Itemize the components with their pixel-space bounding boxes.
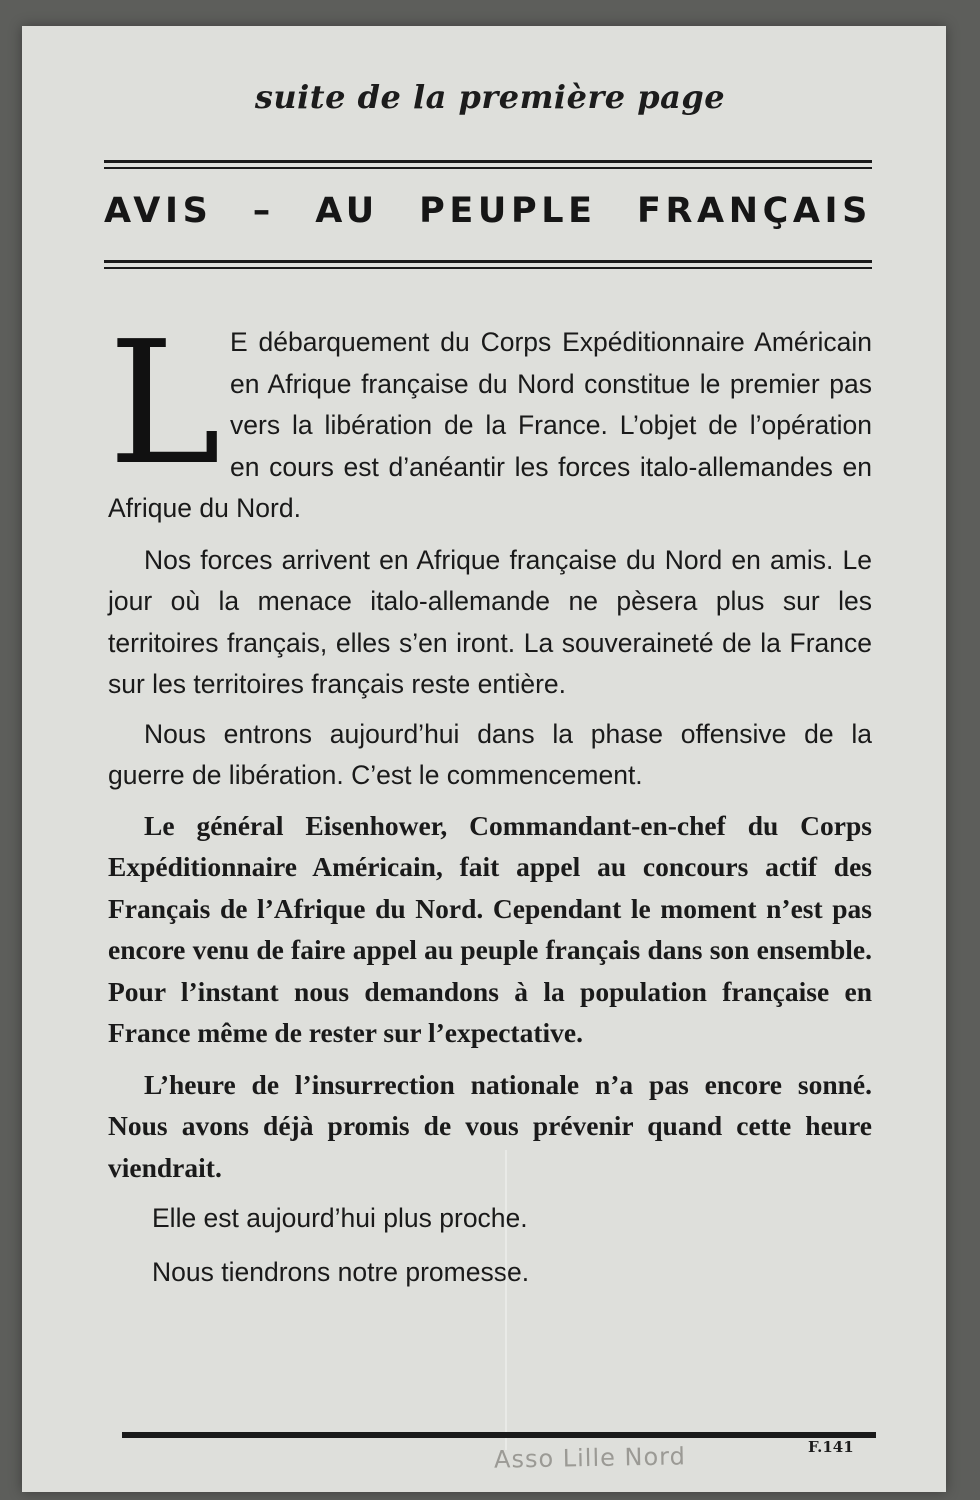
leaflet-body [108, 305, 872, 1296]
paragraph-insurrection: L’heure de l’insurrection nationale n’a pas encore sonné. Nous avons déjà promis de vous prévenir quand cette heure viendrait. [108, 1068, 872, 1183]
header-rule-bottom-thin [104, 267, 872, 269]
header-rule-top [104, 160, 872, 163]
header-rule-bottom [104, 260, 872, 263]
leaflet-code: F.141 [808, 1438, 854, 1456]
paragraph-eisenhower: Le général Eisenhower, Commandant-en-chef du Corps Expéditionnaire Américain, fait appel au concours actif des Français de l’Afrique du Nord. Cependant le moment n’est pas encore venu de faire appel au peuple français dans son ensemble. Pour l’instant nous demandons à la population française en France même de rester sur l’expectative. [108, 809, 872, 1048]
paragraph-landing-text: E débarquement du Corps Expéditionnaire Américain en Afrique française du Nord constitue le premier pas vers la libération de la France. L’objet de l’opération en cours est d’anéantir les forces italo-allemandes en Afrique du Nord. [108, 327, 872, 523]
pencil-annotation: Asso Lille Nord [493, 1442, 687, 1474]
paper-fold-crease [505, 1150, 507, 1450]
leaflet-headline: AVIS – AU PEUPLE FRANÇAIS [104, 191, 872, 231]
paragraph-offensive: Nous entrons aujourd’hui dans la phase offensive de la guerre de libération. C’est le commencement. [108, 718, 872, 790]
drop-cap: L [108, 305, 221, 503]
paragraph-closer: Elle est aujourd’hui plus proche. [152, 1203, 528, 1233]
continued-from-front-caption: suite de la première page [254, 78, 726, 116]
paragraph-landing [108, 305, 872, 530]
paragraph-forces: Nos forces arrivent en Afrique française du Nord en amis. Le jour où la menace italo-allemande ne pèsera plus sur les territoires français, elles s’en iront. La souveraineté de la France sur les territoires français reste entière. [108, 544, 872, 699]
paragraph-promise: Nous tiendrons notre promesse. [152, 1257, 530, 1287]
header-rule-top-thin [104, 167, 872, 169]
footer-rule [122, 1432, 876, 1438]
